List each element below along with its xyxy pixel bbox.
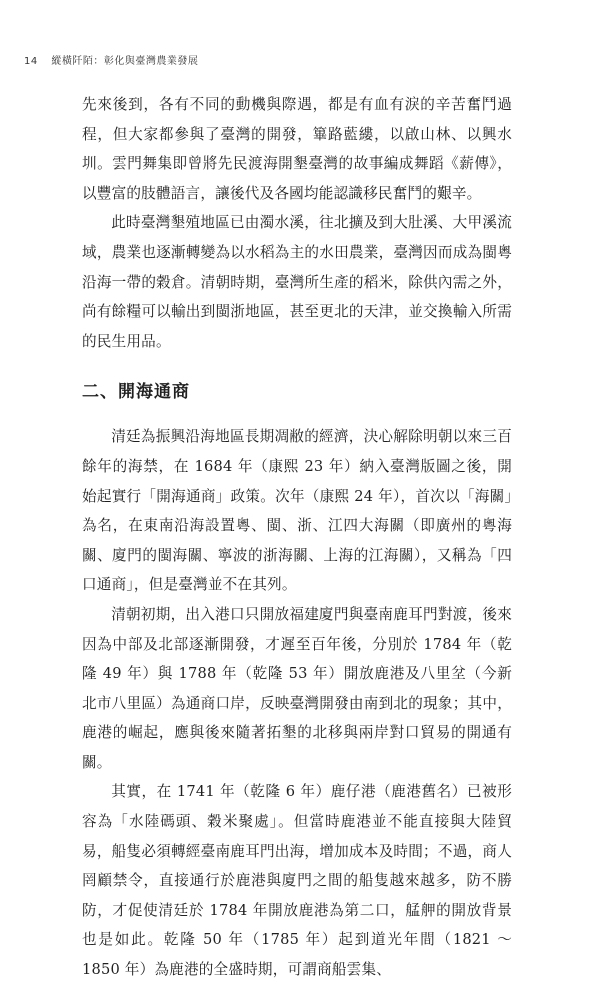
- paragraph: 清廷為振興沿海地區長期凋敝的經濟，決心解除明朝以來三百餘年的海禁，在 1684 年（康熙 23 年）納入臺灣版圖之後，開始起實行「開海通商」政策。次年（康熙 24 年），首次以「海關」為名，在東南沿海設置粵、閩、浙、江四大海關（即廣州的粵海關、廈門的閩海關、寧波的浙海關、上海的江海關），又稱為「四口通商」，但是臺灣並不在其列。: [82, 428, 512, 594]
- page-number: 14: [24, 56, 38, 67]
- paragraph: 此時臺灣墾殖地區已由濁水溪，往北擴及到大肚溪、大甲溪流域，農業也逐漸轉變為以水稻為主的水田農業，臺灣因而成為閩粵沿海一帶的穀倉。清朝時期，臺灣所生產的稻米，除供內需之外，尚有餘糧可以輸出到閩浙地區，甚至更北的天津，並交換輸入所需的民生用品。: [82, 214, 512, 350]
- body-text: [82, 90, 512, 985]
- paragraph: 先來後到，各有不同的動機與際遇，都是有血有淚的辛苦奮鬥過程，但大家都參與了臺灣的開發，篳路藍縷，以啟山林、以興水圳。雲門舞集即曾將先民渡海開墾臺灣的故事編成舞蹈《薪傳》，以豐富的肢體語言，讓後代及各國均能認識移民奮鬥的艱辛。: [82, 96, 512, 202]
- book-title: 縱橫阡陌：彰化與臺灣農業發展: [51, 56, 199, 67]
- running-header: [24, 52, 198, 67]
- section-heading: 二、開海通商: [82, 382, 190, 403]
- paragraph: 其實，在 1741 年（乾隆 6 年）鹿仔港（鹿港舊名）已被形容為「水陸碼頭、穀米聚處」。但當時鹿港並不能直接與大陸貿易，船隻必須轉經臺南鹿耳門出海，增加成本及時間；不過，商人罔顧禁令，直接通行於鹿港與廈門之間的船隻越來越多，防不勝防，才促使清廷於 1784 年開放鹿港為第二口，艋舺的開放背景也是如此。乾隆 50 年（1785 年）起到道光年間（1821 ～ 1850 年）為鹿港的全盛時期，可謂商船雲集、: [82, 783, 512, 979]
- paragraph: 清朝初期，出入港口只開放福建廈門與臺南鹿耳門對渡，後來因為中部及北部逐漸開發，才遲至百年後，分別於 1784 年（乾隆 49 年）與 1788 年（乾隆 53 年）開放鹿港及八里坌（今新北市八里區）為通商口岸，反映臺灣開發由南到北的現象；其中，鹿港的崛起，應與後來隨著拓墾的北移與兩岸對口貿易的開通有關。: [82, 605, 512, 771]
